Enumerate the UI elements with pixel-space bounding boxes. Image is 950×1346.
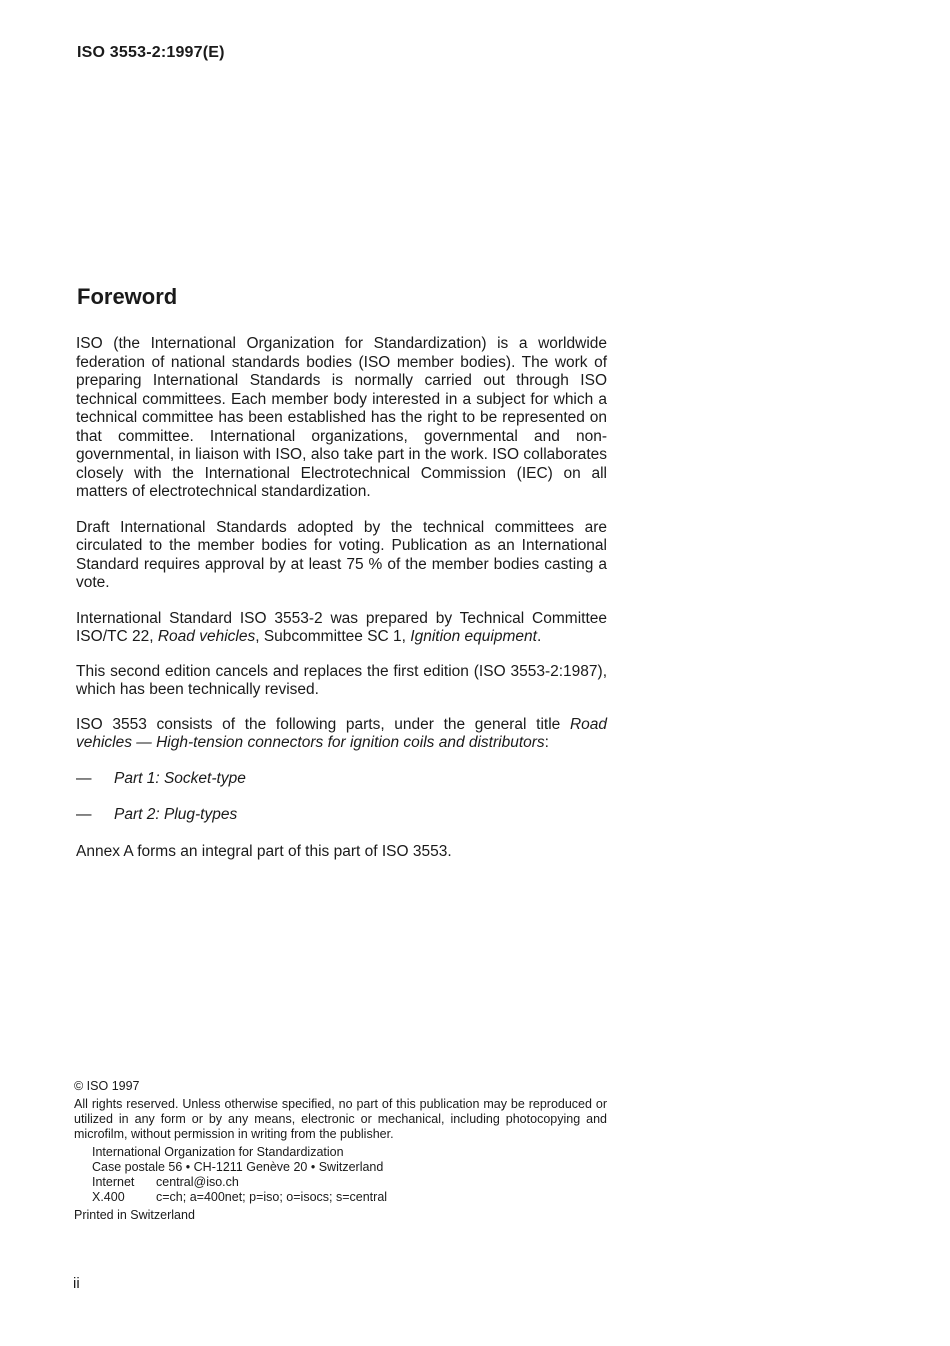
rights-statement: All rights reserved. Unless otherwise specified, no part of this publication may be reproduced or utilized in any form or by any means, electronic or mechanical, including photocopying and microfilm, without permission in writing from the publisher. (74, 1097, 607, 1141)
page-number: ii (73, 1275, 80, 1292)
postal-address: Case postale 56 • CH-1211 Genève 20 • Switzerland (92, 1160, 384, 1174)
x400-label: X.400 (92, 1190, 125, 1204)
printed-in: Printed in Switzerland (74, 1208, 195, 1222)
parts-intro-text: ISO 3553 consists of the following parts, under the general title (76, 715, 570, 733)
paragraph-draft-standards: Draft International Standards adopted by the technical committees are circulated to the member bodies for voting. Publication as an International Standard requires approval by at least 75 % of the member bodies casting a vote. (76, 518, 607, 591)
list-dash: — (76, 769, 92, 787)
general-title: Road vehicles — High-tension connectors for ignition coils and distributors (76, 715, 607, 751)
parts-intro-suffix: : (544, 734, 549, 751)
list-item-part-1 (76, 770, 607, 789)
internet-address: central@iso.ch (156, 1175, 239, 1189)
prepared-text-3: . (536, 628, 542, 645)
part-1-label: Part 1: Socket-type (114, 769, 246, 787)
part-2-label: Part 2: Plug-types (114, 806, 238, 823)
publisher-address (74, 1145, 607, 1205)
list-dash: — (76, 806, 92, 823)
copyright-block (74, 1079, 607, 1223)
foreword-heading: Foreword (77, 284, 178, 309)
x400-row (92, 1190, 607, 1205)
internet-row (92, 1175, 607, 1190)
prepared-text-2: , Subcommittee SC 1, (255, 628, 411, 645)
paragraph-edition: This second edition cancels and replaces the first edition (ISO 3553-2:1987), which has been technically revised. (76, 662, 607, 698)
internet-label: Internet (92, 1175, 135, 1189)
paragraph-prepared-by (76, 610, 607, 647)
list-item-part-2 (76, 806, 607, 825)
document-id: ISO 3553-2:1997(E) (77, 44, 225, 61)
paragraph-parts-intro (76, 716, 607, 753)
paragraph-annex: Annex A forms an integral part of this part of ISO 3553. (76, 842, 452, 860)
x400-address: c=ch; a=400net; p=iso; o=isocs; s=central (156, 1190, 388, 1204)
committee-name: Road vehicles (157, 628, 256, 645)
prepared-text-1: International Standard ISO 3553-2 was prepared by Technical Committee ISO/TC 22, (76, 609, 607, 645)
organization-name: International Organization for Standardization (92, 1145, 344, 1159)
subcommittee-name: Ignition equipment (410, 628, 537, 645)
paragraph-iso-intro: ISO (the International Organization for Standardization) is a worldwide federation of national standards bodies (ISO member bodies). The work of preparing International Standards is normally carried out through ISO technical committees. Each member body interested in a subject for which a technical committee has been established has the right to be represented on that committee. International organizations, governmental and non-governmental, in liaison with ISO, also take part in the work. ISO collaborates closely with the International Electrotechnical Commission (IEC) on all matters of electrotechnical standardization. (76, 335, 607, 500)
copyright-notice: © ISO 1997 (74, 1079, 140, 1093)
foreword-body (76, 335, 607, 878)
